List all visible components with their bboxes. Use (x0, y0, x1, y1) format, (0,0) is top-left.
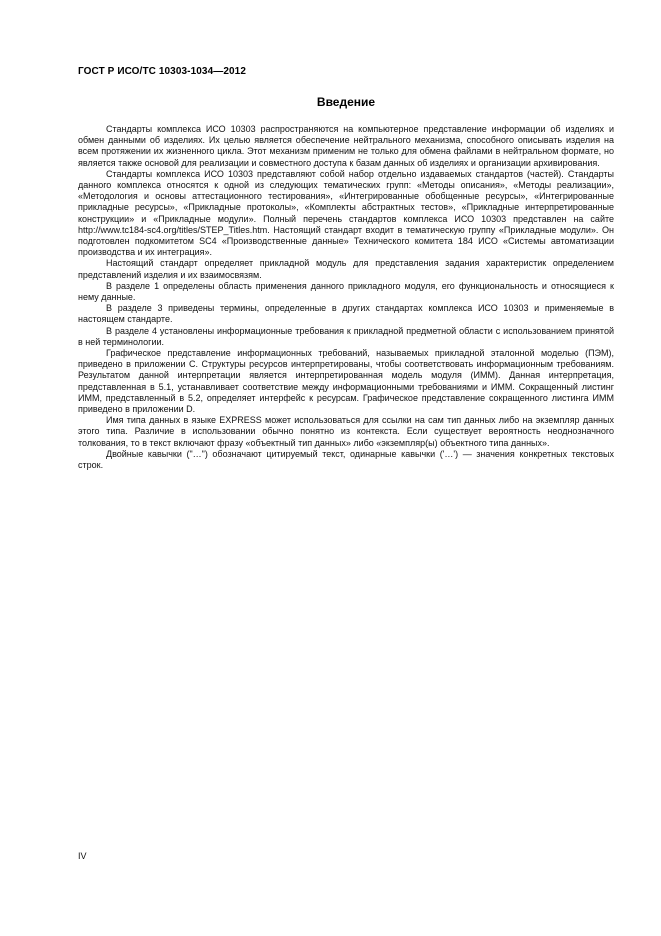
paragraph-section-4: В разделе 4 установлены информационные требования к прикладной предметной области с использованием принятой в ней терминологии. (78, 325, 614, 347)
document-body (78, 124, 614, 471)
paragraph-section-1: В разделе 1 определены область применения данного прикладного модуля, его функциональность и относящиеся к нему данные. (78, 280, 614, 303)
page-number: IV (78, 851, 87, 861)
paragraph-purpose: Настоящий стандарт определяет прикладной модуль для представления задания характеристик определением представлений изделия и их взаимосвязям. (78, 258, 614, 280)
paragraph-section-3: В разделе 3 приведены термины, определенные в других стандартах комплекса ИСО 10303 и применяемые в настоящем стандарте. (78, 303, 614, 325)
section-title: Введение (316, 95, 376, 109)
paragraph-express-type-name: Имя типа данных в языке EXPRESS может использоваться для ссылки на сам тип данных либо на экземпляр данных этого типа. Различие в использовании обычно понятно из контекста. Если существует вероятность неоднозначного толкования, то в текст включают фразу «объектный тип данных» либо «экземпляр(ы) объектного типа данных». (78, 415, 614, 448)
paragraph-scope: Стандарты комплекса ИСО 10303 распространяются на компьютерное представление информации об изделиях и обмен данными об изделиях. Их целью является обеспечение нейтрального механизма, способного описывать изделия на всем протяжении их жизненного цикла. Этот механизм применим не только для обмена файлами в нейтральном формате, но является также основой для реализации и совместного доступа к базам данных об изделиях и организации архивирования. (78, 124, 614, 168)
paragraph-standard-parts: Стандарты комплекса ИСО 10303 представляют собой набор отдельно издаваемых стандартов (частей). Стандарты данного комплекса относятся к одной из следующих тематических групп: «Методы описания», «Методы реализации», «Методология и основы аттестационного тестирования», «Интегрированные обобщенные ресурсы», «Интегрированные прикладные ресурсы», «Прикладные протоколы», «Комплекты абстрактных тестов», «Прикладные интерпретированные конструкции» и «Прикладные модули». Полный перечень стандартов комплекса ИСО 10303 представлен на сайте http://www.tc184-sc4.org/titles/STEP_Titles.htm. Настоящий стандарт входит в тематическую группу «Прикладные модули». Он подготовлен подкомитетом SC4 «Производственные данные» Технического комитета 184 ИСО «Системы автоматизации производства и их интеграция». (78, 168, 614, 258)
paragraph-graphical-representation: Графическое представление информационных требований, называемых прикладной эталонной моделью (ПЭМ), приведено в приложении С. Структуры ресурсов интерпретированы, чтобы соответствовать информационным требованиям. Результатом данной интерпретации является интерпретированная модель модуля (ИММ). Данная интерпретация, представленная в 5.1, устанавливает соответствие между информационными требованиями и ИММ. Сокращенный листинг ИММ, представленный в 5.2, определяет интерфейс к ресурсам. Графическое представление сокращенного листинга ИММ приведено в приложении D. (78, 348, 614, 415)
document-code-header: ГОСТ Р ИСО/ТС 10303-1034—2012 (78, 66, 246, 77)
paragraph-quotes: Двойные кавычки ("…") обозначают цитируемый текст, одинарные кавычки ('…') — значения конкретных текстовых строк. (78, 448, 614, 471)
